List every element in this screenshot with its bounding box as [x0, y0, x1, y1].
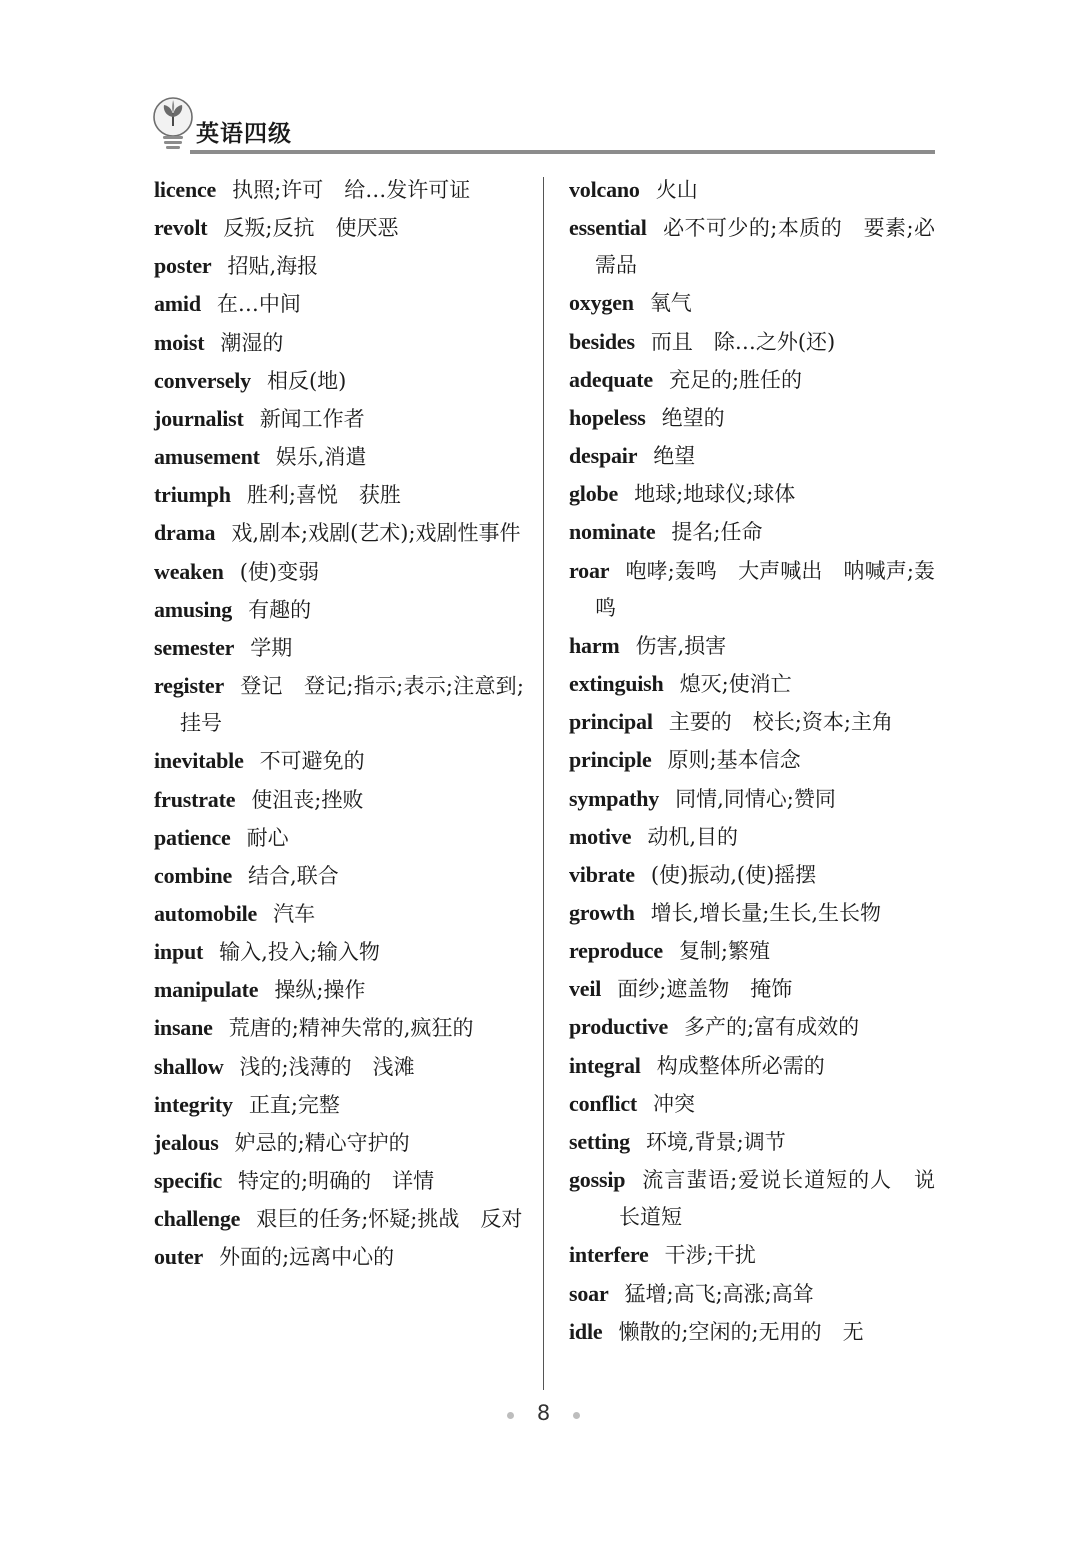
vocab-entry: [569, 1236, 935, 1274]
vocab-word: oxygen: [569, 290, 634, 316]
vocab-entry: [569, 1085, 935, 1123]
vocab-meaning: 复制;繁殖: [678, 939, 771, 964]
vocab-meaning: 绝望的: [661, 405, 725, 430]
vocab-entry: [154, 742, 524, 780]
vocab-entry: [154, 362, 524, 400]
vocab-entry: [154, 1009, 524, 1047]
vocab-word: volcano: [569, 177, 640, 202]
vocab-entry: [154, 933, 524, 971]
vocab-meaning: 氧气: [649, 291, 692, 316]
vocab-word: shallow: [154, 1053, 224, 1079]
vocab-meaning: 同情,同情心;赞同: [675, 786, 836, 811]
vocab-word: interfere: [569, 1242, 649, 1268]
footer-dot-left: [507, 1412, 514, 1419]
vocab-meaning: 结合,联合: [248, 863, 339, 888]
vocab-word: gossip: [569, 1167, 626, 1193]
vocab-meaning: 荒唐的;精神失常的,疯狂的: [228, 1016, 474, 1041]
vocab-meaning: 在…中间: [216, 292, 301, 317]
vocab-entry: [154, 857, 524, 895]
vocab-meaning: 伤害,损害: [635, 633, 727, 658]
vocab-meaning: 耐心: [246, 825, 289, 850]
vocab-meaning: 登记 登记;指示;表示;注意到;挂号: [180, 674, 524, 736]
vocab-entry: [569, 361, 935, 399]
vocab-entry: [154, 1124, 524, 1162]
vocab-entry: [154, 819, 524, 857]
vocab-word: setting: [569, 1128, 630, 1154]
vocab-word: principle: [569, 747, 652, 773]
vocab-entry: [154, 591, 524, 629]
vocab-entry: [569, 399, 935, 437]
vocab-meaning: 艰巨的任务;怀疑;挑战 反对: [256, 1207, 523, 1232]
vocab-entry: [154, 781, 524, 819]
vocab-meaning: 猛增;高飞;高涨;高耸: [624, 1281, 814, 1306]
vocab-entry: [569, 1047, 935, 1085]
vocab-entry: [154, 629, 524, 667]
vocab-meaning: 冲突: [653, 1091, 696, 1116]
vocab-meaning: 有趣的: [248, 597, 312, 622]
vocab-entry: [569, 171, 935, 209]
lightbulb-leaf-logo-icon: [150, 95, 196, 155]
vocab-word: principal: [569, 709, 653, 735]
vocab-entry: [569, 475, 935, 513]
vocab-word: patience: [154, 824, 231, 850]
vocab-word: manipulate: [154, 977, 259, 1003]
vocab-word: veil: [569, 976, 602, 1002]
vocab-meaning: 相反(地): [266, 368, 347, 393]
vocab-entry: [154, 171, 524, 209]
vocab-meaning: 多产的;富有成效的: [684, 1015, 860, 1040]
vocab-word: nominate: [569, 519, 656, 545]
vocab-word: frustrate: [154, 786, 236, 812]
vocab-word: outer: [154, 1244, 204, 1270]
book-title: 英语四级: [196, 121, 292, 147]
vocab-word: essential: [569, 215, 647, 241]
vocab-meaning: 提名;任命: [671, 520, 763, 545]
vocab-entry: [569, 818, 935, 856]
vocab-entry: [154, 476, 524, 514]
vocab-meaning: 流言蜚语;爱说长道短的人 说长道短: [619, 1168, 935, 1230]
vocab-entry: [569, 780, 935, 818]
vocab-meaning: 干涉;干扰: [664, 1243, 756, 1268]
vocab-word: challenge: [154, 1206, 241, 1232]
vocab-meaning: 特定的;明确的 详情: [238, 1169, 435, 1194]
vocab-meaning: 充足的;胜任的: [668, 367, 803, 392]
vocab-meaning: 输入,投入;输入物: [219, 940, 380, 965]
vocab-word: register: [154, 673, 225, 699]
vocab-word: revolt: [154, 215, 208, 241]
vocab-meaning: (使)变弱: [239, 559, 320, 584]
vocab-entry: [154, 1048, 524, 1086]
vocab-entry: [154, 1238, 524, 1276]
vocab-word: motive: [569, 823, 632, 849]
vocab-entry: [154, 667, 524, 742]
vocab-word: growth: [569, 899, 635, 925]
vocab-word: vibrate: [569, 861, 635, 887]
vocab-word: adequate: [569, 366, 653, 392]
vocab-entry: [569, 932, 935, 970]
vocab-meaning: 使沮丧;挫败: [251, 787, 364, 812]
vocab-entry: [569, 741, 935, 779]
vocab-meaning: 汽车: [273, 901, 316, 926]
vocab-meaning: 不可避免的: [259, 749, 365, 774]
vocab-entry: [154, 400, 524, 438]
vocab-meaning: 火山: [655, 178, 698, 202]
vocab-entry: [569, 284, 935, 322]
vocab-word: sympathy: [569, 785, 660, 811]
vocab-meaning: 执照;许可 给…发许可证: [232, 178, 471, 202]
vocab-entry: [569, 627, 935, 665]
vocab-entry: [154, 895, 524, 933]
vocab-meaning: 操纵;操作: [274, 978, 366, 1003]
vocab-entry: [569, 323, 935, 361]
vocab-word: moist: [154, 329, 205, 355]
vocab-word: insane: [154, 1015, 213, 1041]
vocab-entry: [154, 438, 524, 476]
vocab-meaning: 而且 除…之外(还): [650, 329, 836, 354]
page-header: [150, 95, 935, 160]
vocab-meaning: 外面的;远离中心的: [219, 1245, 395, 1270]
vocab-column-right: [569, 171, 935, 1351]
vocab-word: despair: [569, 443, 638, 469]
page-footer: [0, 1401, 1087, 1425]
vocab-word: integrity: [154, 1091, 233, 1117]
vocab-word: amid: [154, 291, 201, 317]
vocab-word: amusement: [154, 444, 260, 470]
vocab-entry: [569, 1123, 935, 1161]
vocab-entry: [154, 247, 524, 285]
vocab-meaning: 面纱;遮盖物 掩饰: [617, 977, 793, 1002]
vocab-meaning: 环境,背景;调节: [645, 1129, 786, 1154]
vocab-meaning: 绝望: [653, 444, 696, 469]
vocab-word: weaken: [154, 558, 224, 584]
vocab-entry: [569, 1275, 935, 1313]
vocab-meaning: 戏,剧本;戏剧(艺术);戏剧性事件: [231, 521, 521, 546]
vocab-word: semester: [154, 634, 235, 660]
vocab-entry: [569, 552, 935, 627]
vocab-word: licence: [154, 177, 217, 202]
vocab-word: conversely: [154, 367, 251, 393]
vocab-meaning: 招贴,海报: [227, 254, 319, 279]
vocab-meaning: 学期: [250, 635, 293, 660]
vocab-entry: [569, 1313, 935, 1351]
vocab-word: hopeless: [569, 404, 646, 430]
vocab-meaning: 潮湿的: [220, 330, 284, 355]
vocab-entry: [154, 971, 524, 1009]
vocab-entry: [569, 437, 935, 475]
vocab-meaning: 构成整体所必需的: [656, 1053, 825, 1078]
vocab-entry: [569, 856, 935, 894]
vocab-word: poster: [154, 253, 212, 279]
vocab-meaning: 熄灭;使消亡: [679, 672, 792, 697]
vocab-meaning: 增长,增长量;生长,生长物: [650, 900, 882, 925]
vocab-entry: [154, 553, 524, 591]
vocab-meaning: 动机,目的: [647, 824, 739, 849]
header-rule: [190, 150, 935, 154]
vocab-word: besides: [569, 328, 635, 354]
vocab-word: amusing: [154, 596, 233, 622]
vocab-entry: [569, 665, 935, 703]
vocab-meaning: 娱乐,消遣: [275, 445, 367, 470]
vocab-entry: [569, 209, 935, 284]
vocab-word: jealous: [154, 1129, 219, 1155]
vocab-word: specific: [154, 1168, 223, 1194]
vocab-entry: [154, 209, 524, 247]
vocab-meaning: 懒散的;空闲的;无用的 无: [618, 1319, 864, 1344]
vocab-meaning: 主要的 校长;资本;主角: [668, 710, 893, 735]
vocab-word: triumph: [154, 482, 231, 508]
vocab-entry: [569, 1161, 935, 1236]
vocab-word: soar: [569, 1280, 609, 1306]
vocab-meaning: (使)振动,(使)摇摆: [650, 862, 817, 887]
vocab-meaning: 地球;地球仪;球体: [634, 482, 796, 507]
vocab-meaning: 咆哮;轰鸣 大声喊出 呐喊声;轰鸣: [595, 558, 935, 620]
vocab-entry: [154, 324, 524, 362]
vocab-word: globe: [569, 481, 619, 507]
vocab-entry: [154, 285, 524, 323]
vocab-entry: [154, 1200, 524, 1238]
page-number: 8: [536, 1401, 551, 1425]
vocab-entry: [154, 1086, 524, 1124]
vocab-word: reproduce: [569, 938, 663, 964]
vocab-entry: [154, 1162, 524, 1200]
vocab-entry: [154, 514, 524, 552]
vocab-word: inevitable: [154, 748, 244, 774]
vocab-meaning: 正直;完整: [248, 1092, 340, 1117]
vocab-meaning: 浅的;浅薄的 浅滩: [239, 1054, 415, 1079]
vocab-meaning: 新闻工作者: [259, 406, 365, 431]
vocab-word: idle: [569, 1318, 603, 1344]
vocab-meaning: 妒忌的;精心守护的: [234, 1130, 410, 1155]
vocab-word: drama: [154, 520, 216, 546]
vocab-meaning: 胜利;喜悦 获胜: [246, 483, 401, 508]
vocab-entry: [569, 970, 935, 1008]
vocab-meaning: 必不可少的;本质的 要素;必需品: [595, 216, 935, 278]
vocab-word: integral: [569, 1052, 641, 1078]
vocab-word: harm: [569, 632, 620, 658]
vocab-entry: [569, 513, 935, 551]
vocab-meaning: 原则;基本信念: [667, 748, 801, 773]
vocab-entry: [569, 894, 935, 932]
column-divider: [543, 177, 544, 1390]
vocab-word: journalist: [154, 405, 244, 431]
vocab-word: combine: [154, 862, 233, 888]
vocab-word: roar: [569, 557, 610, 583]
vocab-word: input: [154, 939, 204, 965]
vocab-word: automobile: [154, 900, 258, 926]
vocab-word: productive: [569, 1014, 669, 1040]
vocab-meaning: 反叛;反抗 使厌恶: [223, 216, 399, 241]
vocab-entry: [569, 703, 935, 741]
vocab-word: extinguish: [569, 671, 664, 697]
footer-dot-right: [573, 1412, 580, 1419]
vocab-column-left: [154, 171, 524, 1277]
vocab-entry: [569, 1008, 935, 1046]
vocab-word: conflict: [569, 1090, 638, 1116]
